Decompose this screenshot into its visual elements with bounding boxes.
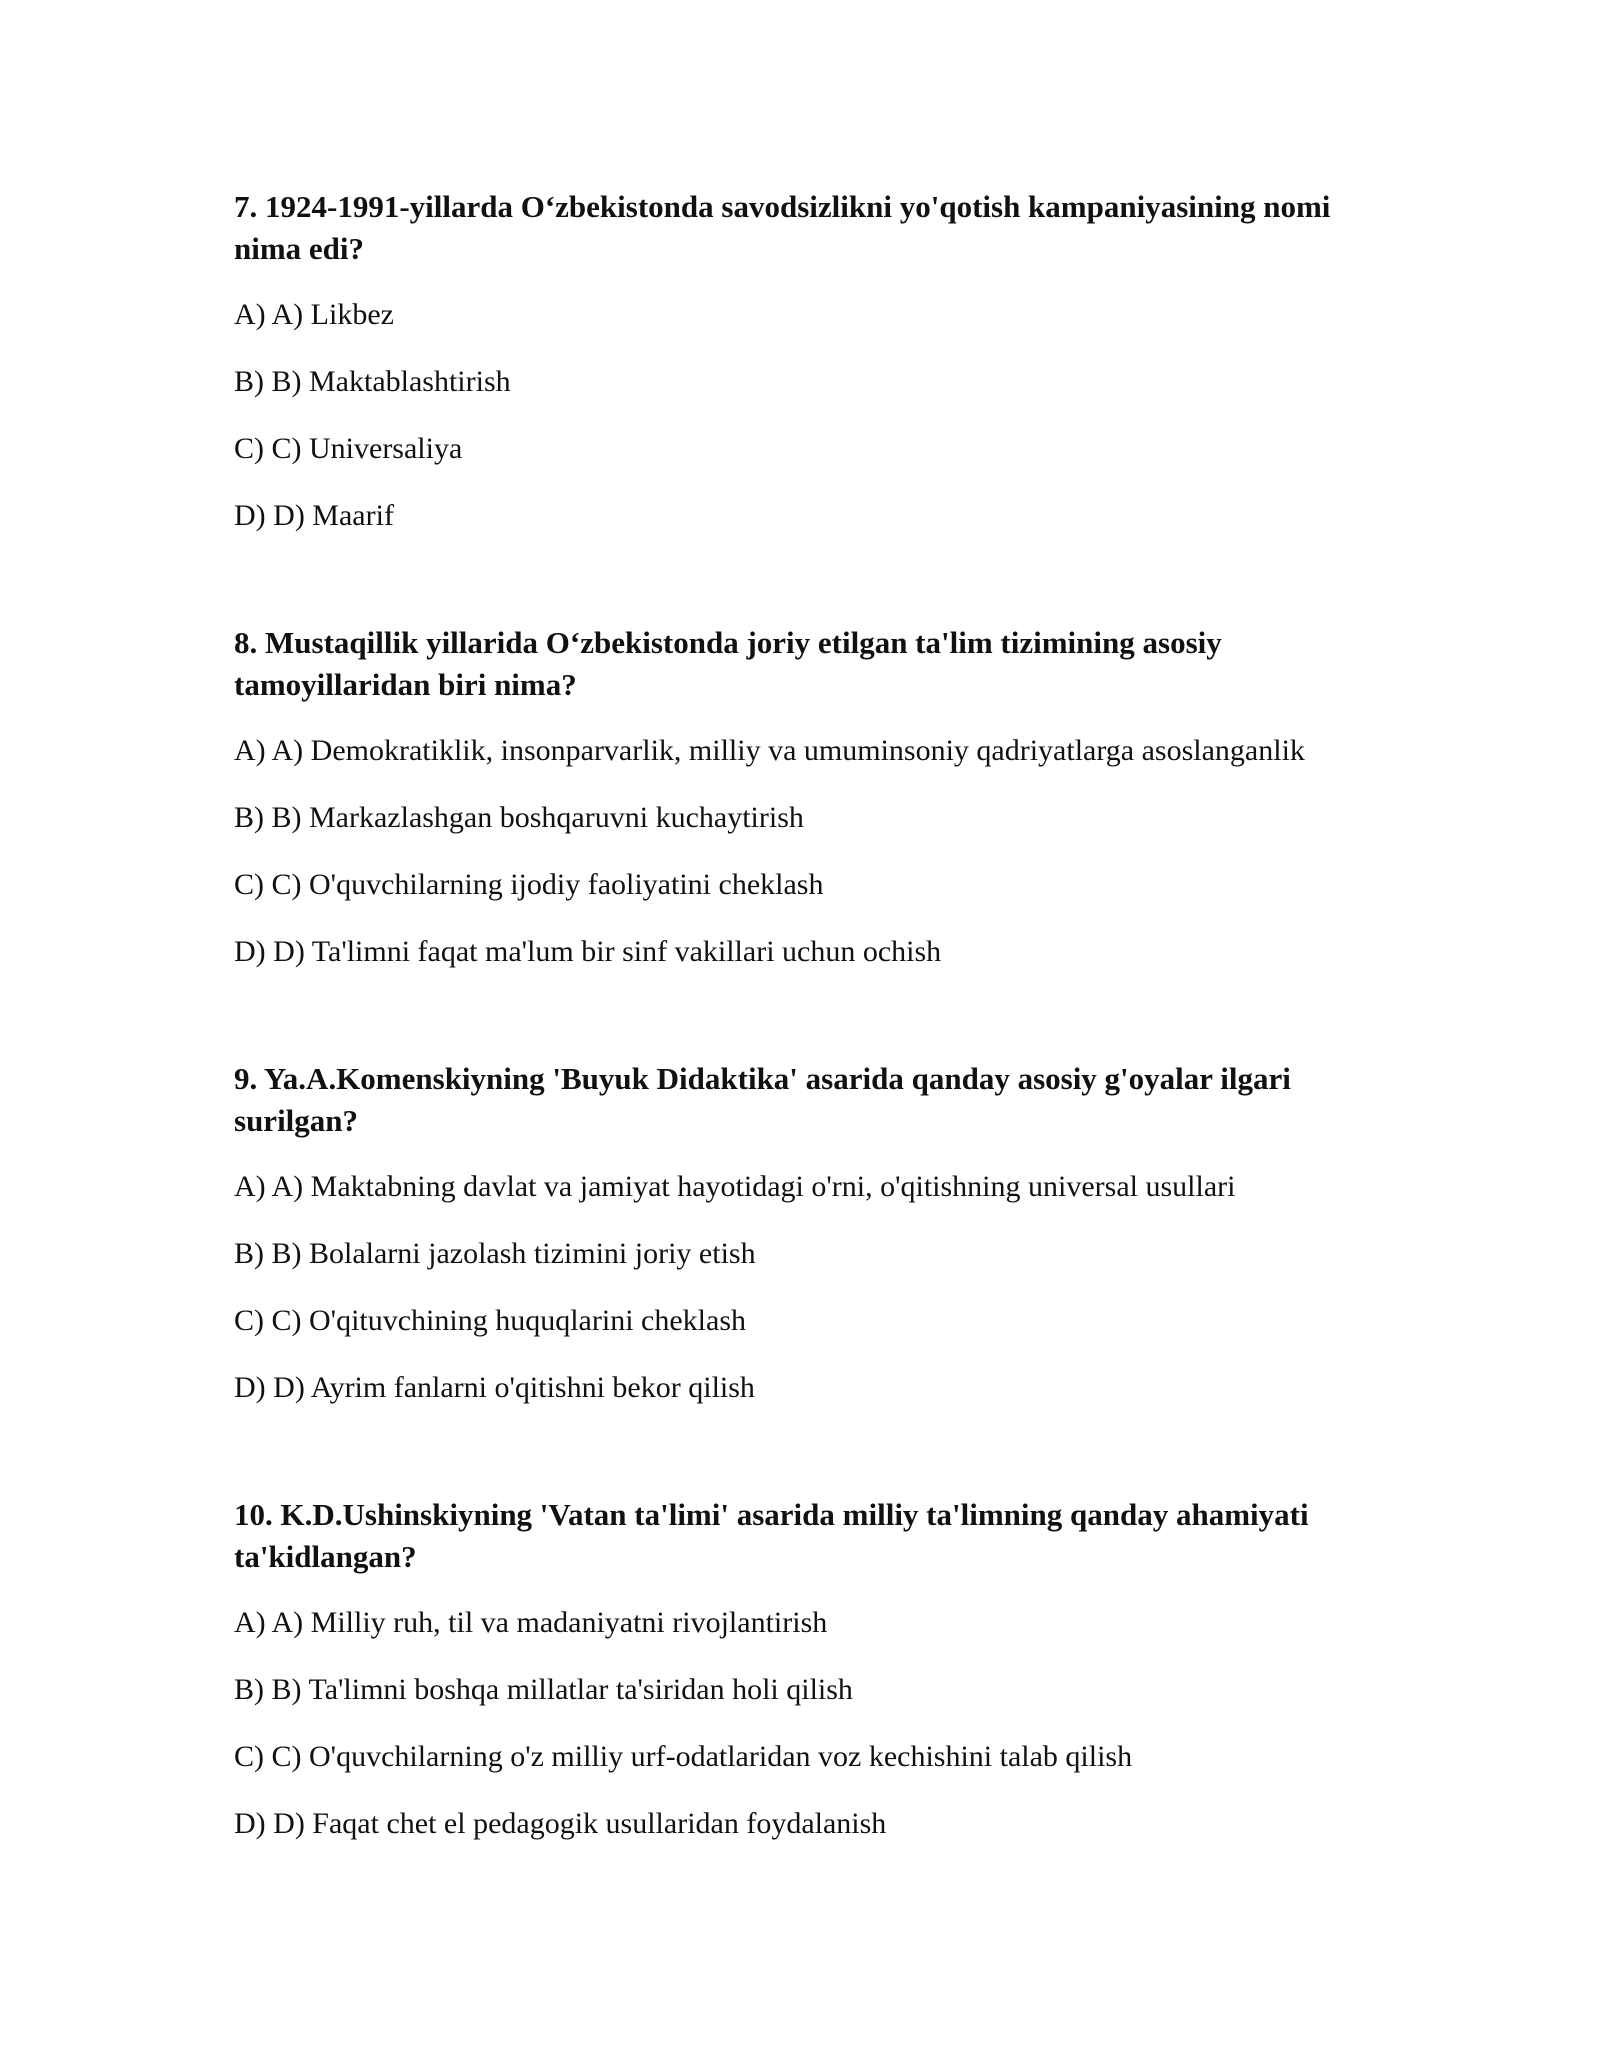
question-title: 10. K.D.Ushinskiyning 'Vatan ta'limi' asarida milliy ta'limning qanday ahamiyati ta'kidlangan? (234, 1497, 1309, 1574)
option-b: B) B) Bolalarni jazolash tizimini joriy etish (234, 1237, 756, 1270)
option-b: B) B) Maktablashtirish (234, 365, 511, 398)
option-a: A) A) Demokratiklik, insonparvarlik, milliy va umuminsoniy qadriyatlarga asoslanganlik (234, 734, 1305, 767)
option-d: D) D) Maarif (234, 499, 394, 532)
option-c: C) C) O'quvchilarning o'z milliy urf-odatlaridan voz kechishini talab qilish (234, 1740, 1133, 1773)
option-b: B) B) Markazlashgan boshqaruvni kuchaytirish (234, 801, 804, 834)
option-a: A) A) Maktabning davlat va jamiyat hayotidagi o'rni, o'qitishning universal usullari (234, 1170, 1236, 1203)
option-d: D) D) Ta'limni faqat ma'lum bir sinf vakillari uchun ochish (234, 935, 942, 968)
option-c: C) C) O'qituvchining huquqlarini cheklash (234, 1304, 746, 1337)
question-title: 8. Mustaqillik yillarida O‘zbekistonda joriy etilgan ta'lim tizimining asosiy tamoyillaridan biri nima? (234, 625, 1222, 702)
question-9 (234, 1058, 1384, 1409)
option-b: B) B) Ta'limni boshqa millatlar ta'siridan holi qilish (234, 1673, 853, 1706)
question-7 (234, 186, 1384, 537)
question-10 (234, 1494, 1384, 1845)
question-8 (234, 622, 1384, 973)
option-d: D) D) Faqat chet el pedagogik usullaridan foydalanish (234, 1807, 887, 1840)
option-a: A) A) Milliy ruh, til va madaniyatni rivojlantirish (234, 1606, 828, 1639)
option-d: D) D) Ayrim fanlarni o'qitishni bekor qilish (234, 1371, 755, 1404)
option-c: C) C) Universaliya (234, 432, 463, 465)
option-c: C) C) O'quvchilarning ijodiy faoliyatini cheklash (234, 868, 824, 901)
question-title: 7. 1924-1991-yillarda O‘zbekistonda savodsizlikni yo'qotish kampaniyasining nomi nima edi? (234, 189, 1331, 266)
option-a: A) A) Likbez (234, 298, 394, 331)
question-list (234, 186, 1384, 1930)
question-title: 9. Ya.A.Komenskiyning 'Buyuk Didaktika' asarida qanday asosiy g'oyalar ilgari surilgan? (234, 1061, 1291, 1138)
